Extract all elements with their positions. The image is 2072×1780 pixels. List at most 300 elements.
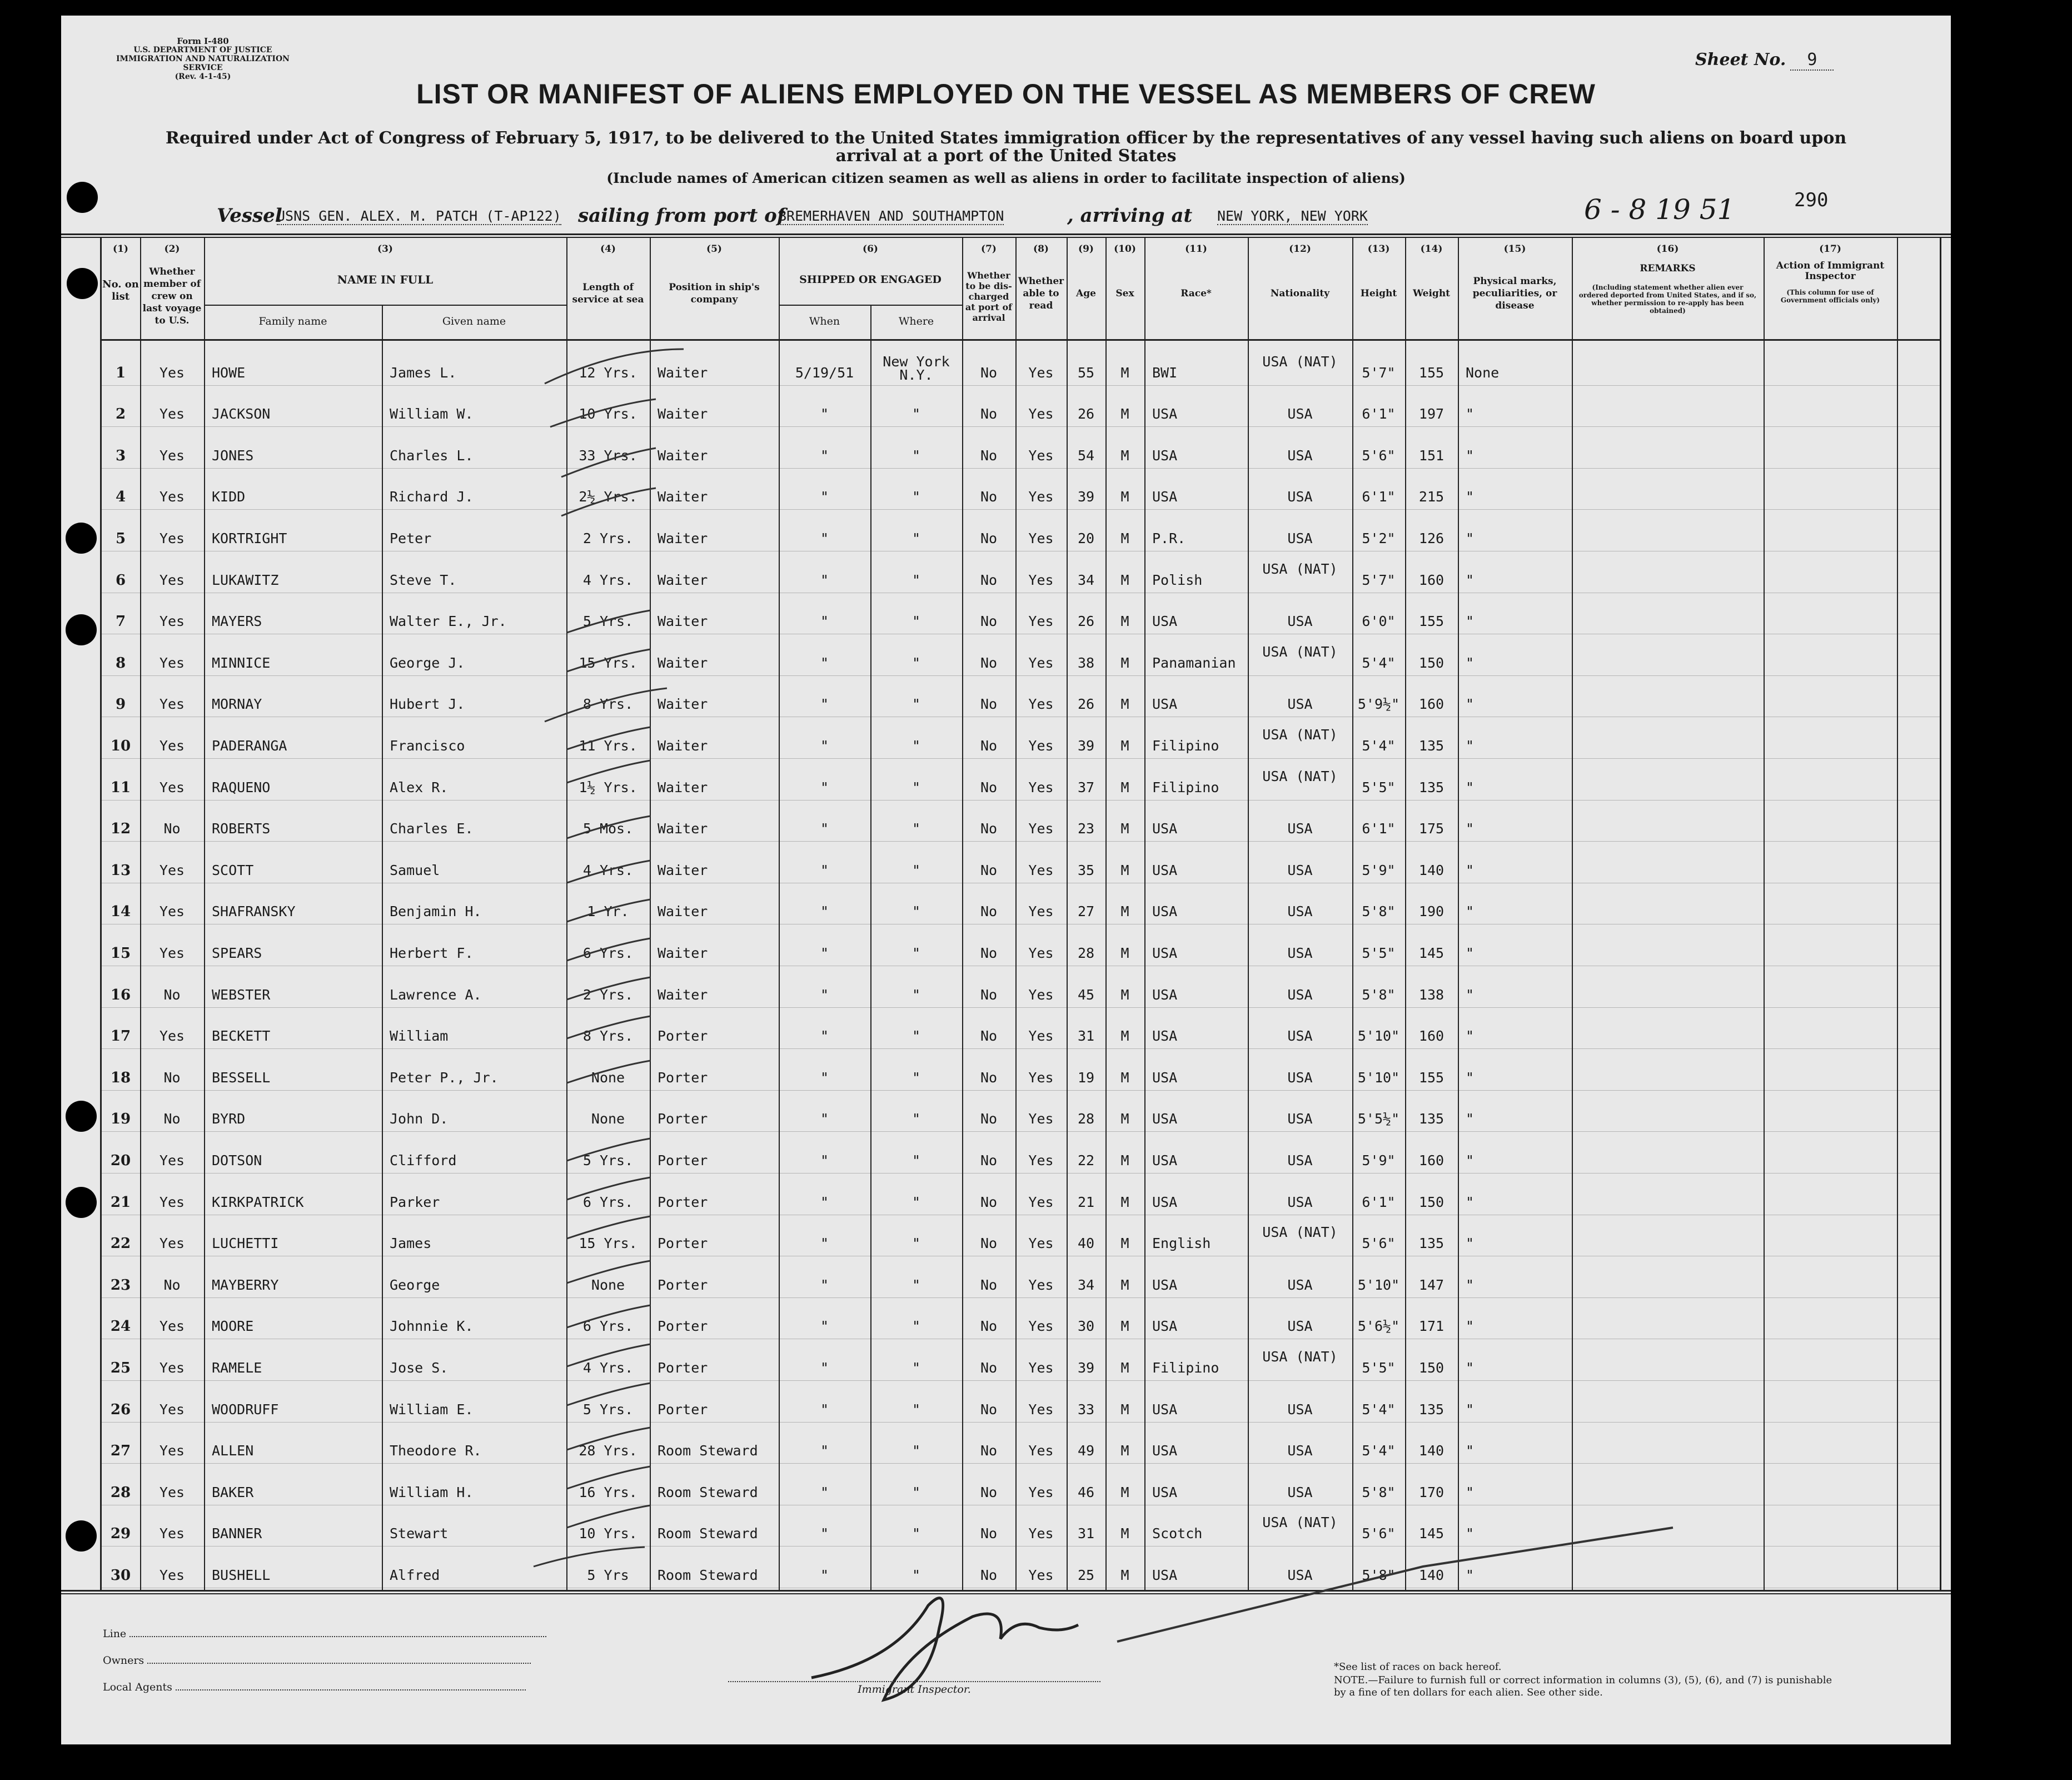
column-number: (14) — [1420, 243, 1443, 255]
cell-given: Theodore R. — [390, 1443, 482, 1459]
cell-sex: M — [1120, 1360, 1129, 1376]
cell-position: Waiter — [658, 613, 708, 630]
cell-no: 18 — [110, 1069, 131, 1086]
form-number: Form I-480 — [177, 36, 229, 46]
cell-race: Scotch — [1152, 1525, 1203, 1542]
cell-race: USA — [1152, 696, 1178, 713]
cell-crew: Yes — [159, 1235, 185, 1252]
cell-service: 28 Yrs. — [579, 1443, 637, 1459]
cell-crew: Yes — [159, 364, 185, 381]
cell-when: " — [820, 986, 829, 1003]
cell-service: 4 Yrs. — [582, 1360, 634, 1376]
cell-height: 5'4" — [1362, 1401, 1396, 1418]
column-number: (8) — [1033, 243, 1049, 255]
cell-race: English — [1152, 1235, 1211, 1252]
cell-crew: Yes — [159, 1484, 185, 1500]
cell-height: 6'1" — [1362, 406, 1396, 422]
cell-family: BANNER — [212, 1525, 262, 1542]
cell-height: 5'5" — [1362, 779, 1396, 795]
cell-family: WEBSTER — [212, 986, 271, 1003]
cell-race: USA — [1152, 1111, 1178, 1127]
cell-disch: No — [980, 903, 998, 920]
cell-given: Jose S. — [390, 1360, 449, 1376]
cell-age: 21 — [1077, 1194, 1095, 1210]
cell-service: 5 Yrs. — [582, 613, 634, 630]
cell-family: SPEARS — [212, 945, 262, 961]
cell-height: 5'5" — [1362, 945, 1396, 961]
cell-read: Yes — [1028, 571, 1054, 588]
cell-where: " — [912, 447, 921, 464]
cell-phys: " — [1466, 1318, 1475, 1335]
cell-nat: USA (NAT) — [1262, 643, 1338, 660]
cell-crew: Yes — [159, 779, 185, 795]
cell-phys: " — [1466, 1111, 1475, 1127]
cell-age: 33 — [1077, 1401, 1095, 1418]
cell-weight: 150 — [1418, 1360, 1445, 1376]
cell-crew: Yes — [159, 489, 185, 505]
cell-when: " — [820, 1484, 829, 1500]
cell-no: 4 — [115, 489, 126, 506]
cell-service: 5 Yrs. — [582, 1401, 634, 1418]
cell-read: Yes — [1028, 1318, 1054, 1335]
cell-nat: USA — [1287, 447, 1313, 464]
cell-read: Yes — [1028, 1069, 1054, 1086]
cell-service: 10 Yrs. — [579, 1525, 637, 1542]
cell-when: " — [820, 903, 829, 920]
cell-nat: USA — [1287, 530, 1313, 546]
cell-given: Stewart — [390, 1525, 449, 1542]
fine-note: NOTE.—Failure to furnish full or correct information in columns (3), (5), (6), and (7) is punishable by a fine of ten dollars for each alien. See other side. — [1334, 1674, 1832, 1698]
cell-age: 54 — [1077, 447, 1095, 464]
cell-read: Yes — [1028, 779, 1054, 795]
cell-crew: Yes — [159, 1318, 185, 1335]
cell-given: Johnnie K. — [390, 1318, 474, 1335]
cell-crew: Yes — [159, 406, 185, 422]
cell-race: USA — [1152, 1276, 1178, 1293]
page-subtitle: Required under Act of Congress of February 5, 1917, to be delivered to the United States immigration officer by the representatives of any vessel having such aliens on board upon arrival at a port of the United States — [165, 128, 1847, 166]
cell-read: Yes — [1028, 530, 1054, 546]
cell-phys: " — [1466, 696, 1475, 713]
cell-age: 35 — [1077, 862, 1095, 878]
department: U.S. DEPARTMENT OF JUSTICE — [133, 46, 272, 54]
cell-weight: 160 — [1418, 1028, 1445, 1045]
sheet-number: Sheet No. 9 — [1695, 50, 1834, 69]
cell-weight: 135 — [1418, 1235, 1445, 1252]
cell-sex: M — [1120, 447, 1129, 464]
cell-weight: 145 — [1418, 945, 1445, 961]
cell-when: " — [820, 696, 829, 713]
cell-race: USA — [1152, 1401, 1178, 1418]
cell-crew: Yes — [159, 530, 185, 546]
cell-sex: M — [1120, 821, 1129, 837]
cell-position: Waiter — [658, 489, 708, 505]
cell-no: 5 — [115, 530, 126, 547]
cell-weight: 160 — [1418, 1152, 1445, 1169]
cell-no: 15 — [110, 945, 131, 962]
cell-no: 9 — [115, 696, 126, 713]
cell-crew: Yes — [159, 1525, 185, 1542]
cell-no: 14 — [110, 903, 131, 921]
cell-position: Waiter — [658, 779, 708, 795]
cell-weight: 155 — [1418, 364, 1445, 381]
cell-when: " — [820, 862, 829, 878]
cell-family: RAMELE — [212, 1360, 262, 1376]
cell-family: RAQUENO — [212, 779, 271, 795]
cell-position: Porter — [658, 1235, 708, 1252]
cell-position: Waiter — [658, 862, 708, 878]
cell-position: Porter — [658, 1152, 708, 1169]
cell-crew: Yes — [159, 696, 185, 713]
cell-service: 12 Yrs. — [579, 364, 637, 381]
cell-sex: M — [1120, 613, 1129, 630]
cell-race: USA — [1152, 1028, 1178, 1045]
cell-sex: M — [1120, 738, 1129, 754]
cell-phys: " — [1466, 945, 1475, 961]
cell-phys: " — [1466, 779, 1475, 795]
cell-position: Porter — [658, 1069, 708, 1086]
cell-family: BAKER — [212, 1484, 254, 1500]
cell-height: 5'4" — [1362, 1443, 1396, 1459]
cell-disch: No — [980, 1318, 998, 1335]
header-given-name: Given name — [442, 315, 506, 327]
cell-no: 12 — [110, 821, 131, 838]
cell-disch: No — [980, 1443, 998, 1459]
cell-given: Walter E., Jr. — [390, 613, 507, 630]
cell-family: BESSELL — [212, 1069, 271, 1086]
cell-height: 5'6" — [1362, 1525, 1396, 1542]
cell-weight: 160 — [1418, 571, 1445, 588]
cell-height: 6'0" — [1362, 613, 1396, 630]
cell-when: " — [820, 1235, 829, 1252]
cell-age: 23 — [1077, 821, 1095, 837]
cell-race: USA — [1152, 1069, 1178, 1086]
cell-sex: M — [1120, 986, 1129, 1003]
cell-family: HOWE — [212, 364, 246, 381]
header-action-inspector: Action of Immigrant Inspector — [1776, 260, 1885, 282]
cell-service: 1½ Yrs. — [579, 779, 637, 795]
cell-sex: M — [1120, 530, 1129, 546]
cell-crew: Yes — [159, 1567, 185, 1583]
cell-crew: Yes — [159, 1194, 185, 1210]
cell-position: Room Steward — [658, 1484, 758, 1500]
cell-nat: USA — [1287, 903, 1313, 920]
cell-given: George — [390, 1276, 440, 1293]
cell-where: " — [912, 571, 921, 588]
cell-height: 6'1" — [1362, 489, 1396, 505]
cell-phys: " — [1466, 571, 1475, 588]
cell-where: " — [912, 1111, 921, 1127]
cell-service: 4 Yrs. — [582, 571, 634, 588]
cell-disch: No — [980, 779, 998, 795]
cell-crew: Yes — [159, 571, 185, 588]
cell-read: Yes — [1028, 406, 1054, 422]
cell-given: Charles L. — [390, 447, 474, 464]
cell-sex: M — [1120, 1069, 1129, 1086]
header-age: Age — [1076, 288, 1096, 299]
service-name: IMMIGRATION AND NATURALIZATION SERVICE — [116, 54, 290, 72]
instruction-note: (Include names of American citizen seamen as well as aliens in order to facilitate inspection of aliens) — [606, 170, 1406, 186]
cell-nat: USA — [1287, 406, 1313, 422]
cell-crew: No — [163, 1069, 181, 1086]
cell-family: SHAFRANSKY — [212, 903, 296, 920]
cell-race: USA — [1152, 862, 1178, 878]
cell-given: Clifford — [390, 1152, 457, 1169]
cell-where: " — [912, 1401, 921, 1418]
cell-given: Herbert F. — [390, 945, 474, 961]
revision: (Rev. 4-1-45) — [175, 72, 231, 81]
handwritten-marks — [61, 16, 1951, 1744]
cell-phys: " — [1466, 1360, 1475, 1376]
cell-given: George J. — [390, 654, 465, 671]
header-able-read: Whether able to read — [1018, 276, 1064, 311]
cell-height: 5'8" — [1362, 986, 1396, 1003]
cell-no: 16 — [110, 986, 131, 1003]
cell-no: 11 — [110, 779, 131, 796]
cell-nat: USA — [1287, 945, 1313, 961]
check-mark — [545, 349, 684, 384]
cell-no: 3 — [115, 447, 126, 464]
cell-sex: M — [1120, 945, 1129, 961]
cell-position: Room Steward — [658, 1567, 758, 1583]
cell-family: PADERANGA — [212, 738, 287, 754]
cell-given: Francisco — [390, 738, 465, 754]
cell-when: " — [820, 1443, 829, 1459]
cell-when: " — [820, 1276, 829, 1293]
cell-age: 45 — [1077, 986, 1095, 1003]
column-number: (3) — [377, 243, 393, 255]
cell-position: Porter — [658, 1111, 708, 1127]
cell-nat: USA (NAT) — [1262, 768, 1338, 784]
cell-weight: 175 — [1418, 821, 1445, 837]
cell-position: Waiter — [658, 821, 708, 837]
cell-age: 28 — [1077, 945, 1095, 961]
header-weight: Weight — [1412, 288, 1451, 299]
cell-family: MAYERS — [212, 613, 262, 630]
cell-nat: USA (NAT) — [1262, 1349, 1338, 1365]
binder-hole — [67, 182, 98, 213]
cell-position: Porter — [658, 1276, 708, 1293]
cell-no: 7 — [115, 613, 126, 630]
cell-weight: 155 — [1418, 1069, 1445, 1086]
cell-when: " — [820, 406, 829, 422]
cell-family: BYRD — [212, 1111, 246, 1127]
cell-when: " — [820, 779, 829, 795]
cell-service: 6 Yrs. — [582, 945, 634, 961]
cell-sex: M — [1120, 1111, 1129, 1127]
cell-race: USA — [1152, 1152, 1178, 1169]
cell-when: " — [820, 1069, 829, 1086]
cell-race: Filipino — [1152, 779, 1219, 795]
cell-nat: USA — [1287, 1567, 1313, 1583]
cell-sex: M — [1120, 1152, 1129, 1169]
cell-nat: USA (NAT) — [1262, 353, 1338, 370]
cell-disch: No — [980, 821, 998, 837]
cell-age: 40 — [1077, 1235, 1095, 1252]
cell-position: Porter — [658, 1318, 708, 1335]
cell-age: 20 — [1077, 530, 1095, 546]
cell-given: Parker — [390, 1194, 440, 1210]
cell-weight: 135 — [1418, 1111, 1445, 1127]
cell-height: 5'8" — [1362, 1567, 1396, 1583]
cell-nat: USA — [1287, 1111, 1313, 1127]
arriving-at: NEW YORK, NEW YORK — [1217, 208, 1368, 224]
cell-weight: 150 — [1418, 1194, 1445, 1210]
cell-phys: " — [1466, 613, 1475, 630]
cell-age: 38 — [1077, 654, 1095, 671]
cell-where: " — [912, 1525, 921, 1542]
cell-nat: USA — [1287, 1194, 1313, 1210]
header-no-on-list: No. on list — [102, 279, 139, 302]
cell-age: 39 — [1077, 738, 1095, 754]
cell-sex: M — [1120, 696, 1129, 713]
cell-when: " — [820, 1525, 829, 1542]
cell-phys: " — [1466, 1235, 1475, 1252]
cell-service: 33 Yrs. — [579, 447, 637, 464]
cell-weight: 140 — [1418, 1567, 1445, 1583]
cell-phys: " — [1466, 1443, 1475, 1459]
cell-sex: M — [1120, 1525, 1129, 1542]
cell-read: Yes — [1028, 738, 1054, 754]
cell-where: " — [912, 696, 921, 713]
cell-no: 27 — [110, 1443, 131, 1460]
cell-disch: No — [980, 1194, 998, 1210]
cell-given: Steve T. — [390, 571, 457, 588]
cell-nat: USA — [1287, 613, 1313, 630]
cell-position: Waiter — [658, 364, 708, 381]
header-where: Where — [898, 315, 934, 327]
cell-weight: 190 — [1418, 903, 1445, 920]
column-number: (16) — [1656, 243, 1679, 255]
cell-height: 6'1" — [1362, 821, 1396, 837]
cell-disch: No — [980, 654, 998, 671]
cell-height: 5'5" — [1362, 1360, 1396, 1376]
cell-read: Yes — [1028, 1443, 1054, 1459]
cell-phys: " — [1466, 1401, 1475, 1418]
column-number: (11) — [1185, 243, 1207, 255]
cell-crew: Yes — [159, 654, 185, 671]
cell-given: William E. — [390, 1401, 474, 1418]
cell-age: 26 — [1077, 696, 1095, 713]
cell-family: WOODRUFF — [212, 1401, 279, 1418]
cell-crew: Yes — [159, 1443, 185, 1459]
cell-nat: USA — [1287, 489, 1313, 505]
cell-weight: 135 — [1418, 738, 1445, 754]
cell-family: BECKETT — [212, 1028, 271, 1045]
cell-family: BUSHELL — [212, 1567, 271, 1583]
cell-weight: 160 — [1418, 696, 1445, 713]
cell-disch: No — [980, 1567, 998, 1583]
cell-read: Yes — [1028, 1276, 1054, 1293]
cell-race: USA — [1152, 406, 1178, 422]
cell-family: KORTRIGHT — [212, 530, 287, 546]
cell-no: 26 — [110, 1401, 131, 1418]
column-number: (10) — [1114, 243, 1136, 255]
vessel-name: USNS GEN. ALEX. M. PATCH (T-AP122) — [277, 208, 561, 224]
cell-when: " — [820, 530, 829, 546]
cell-service: 11 Yrs. — [579, 738, 637, 754]
cell-phys: " — [1466, 1069, 1475, 1086]
cell-when: " — [820, 1028, 829, 1045]
cell-age: 34 — [1077, 571, 1095, 588]
cell-weight: 215 — [1418, 489, 1445, 505]
cell-when: 5/19/51 — [795, 364, 854, 381]
strike-line — [1117, 1525, 1673, 1642]
cell-service: 10 Yrs. — [579, 406, 637, 422]
cell-position: Waiter — [658, 406, 708, 422]
cell-family: ROBERTS — [212, 821, 271, 837]
cell-read: Yes — [1028, 1401, 1054, 1418]
cell-read: Yes — [1028, 821, 1054, 837]
cell-when: " — [820, 489, 829, 505]
cell-nat: USA (NAT) — [1262, 1514, 1338, 1531]
header-remarks: REMARKS — [1640, 263, 1696, 274]
cell-nat: USA — [1287, 1069, 1313, 1086]
cell-phys: " — [1466, 406, 1475, 422]
cell-age: 49 — [1077, 1443, 1095, 1459]
cell-phys: " — [1466, 1028, 1475, 1045]
service-check-marks — [534, 349, 684, 1567]
cell-disch: No — [980, 1028, 998, 1045]
cell-service: 5 Yrs. — [582, 1152, 634, 1169]
cell-family: MAYBERRY — [212, 1276, 279, 1293]
cell-position: Porter — [658, 1028, 708, 1045]
cell-where: " — [912, 530, 921, 546]
cell-age: 28 — [1077, 1111, 1095, 1127]
cell-no: 24 — [110, 1318, 131, 1335]
cell-position: Waiter — [658, 903, 708, 920]
cell-crew: No — [163, 1111, 181, 1127]
cell-where: " — [912, 945, 921, 961]
cell-service: 2 Yrs. — [582, 986, 634, 1003]
cell-sex: M — [1120, 571, 1129, 588]
cell-position: Waiter — [658, 530, 708, 546]
cell-service: 2 Yrs. — [582, 530, 634, 546]
header-when: When — [809, 315, 840, 327]
cell-no: 23 — [110, 1276, 131, 1294]
cell-height: 5'8" — [1362, 903, 1396, 920]
cell-nat: USA — [1287, 1443, 1313, 1459]
binder-hole — [66, 614, 97, 645]
cell-position: Porter — [658, 1360, 708, 1376]
cell-where: " — [912, 1028, 921, 1045]
cell-read: Yes — [1028, 1194, 1054, 1210]
cell-service: 5 Yrs — [587, 1567, 629, 1583]
header-position: Position in ship's company — [669, 282, 760, 305]
cell-crew: Yes — [159, 738, 185, 754]
cell-position: Room Steward — [658, 1525, 758, 1542]
cell-crew: Yes — [159, 1028, 185, 1045]
cell-sex: M — [1120, 489, 1129, 505]
cell-height: 5'6" — [1362, 1235, 1396, 1252]
cell-phys: " — [1466, 489, 1475, 505]
cell-age: 37 — [1077, 779, 1095, 795]
cell-given: James L. — [390, 364, 457, 381]
cell-age: 19 — [1077, 1069, 1095, 1086]
cell-age: 39 — [1077, 489, 1095, 505]
cell-given: Benjamin H. — [390, 903, 482, 920]
cell-position: Porter — [658, 1401, 708, 1418]
cell-height: 5'9" — [1362, 1152, 1396, 1169]
cell-given: Alfred — [390, 1567, 440, 1583]
cell-read: Yes — [1028, 1111, 1054, 1127]
cell-weight: 140 — [1418, 1443, 1445, 1459]
cell-read: Yes — [1028, 1152, 1054, 1169]
cell-service: 1 Yr. — [587, 903, 629, 920]
cell-height: 5'4" — [1362, 738, 1396, 754]
cell-phys: " — [1466, 530, 1475, 546]
cell-race: BWI — [1152, 364, 1178, 381]
cell-nat: USA — [1287, 1152, 1313, 1169]
